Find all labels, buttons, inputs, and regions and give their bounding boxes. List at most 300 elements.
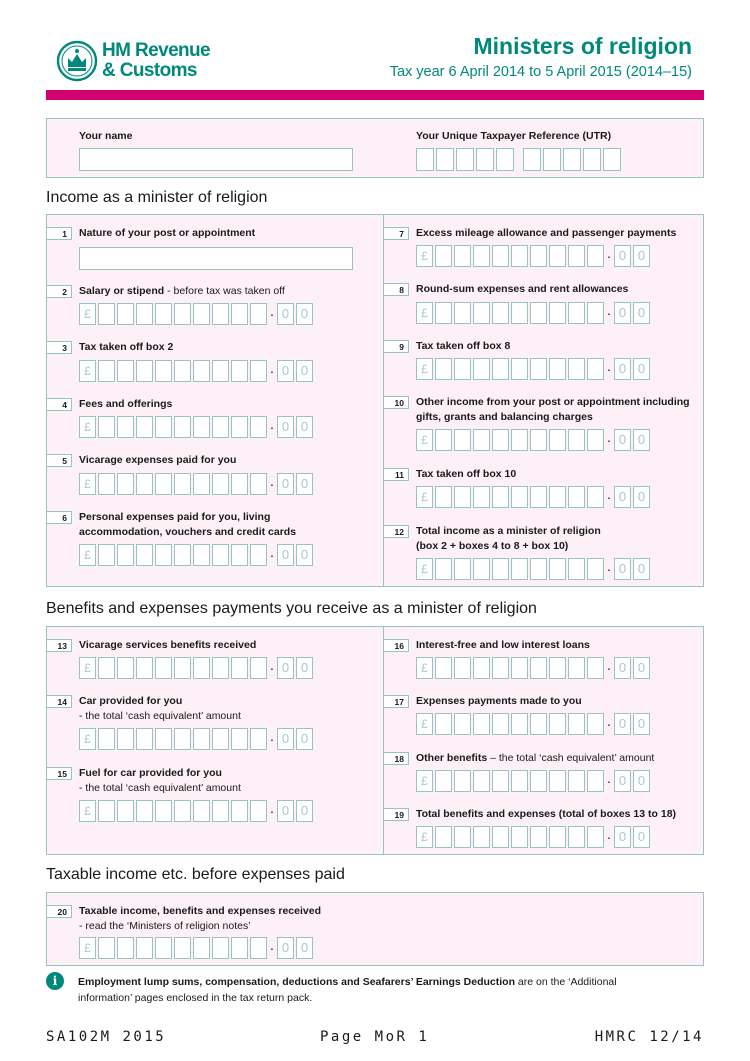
pound-sign-cell[interactable]: £ (416, 358, 433, 380)
digit-cell[interactable] (530, 770, 547, 792)
digit-cell[interactable] (435, 558, 452, 580)
pound-sign-cell[interactable]: £ (416, 429, 433, 451)
digit-cell[interactable] (587, 770, 604, 792)
digit-cell[interactable] (212, 360, 229, 382)
digit-cell[interactable] (492, 358, 509, 380)
digit-cell[interactable] (511, 558, 528, 580)
digit-cell[interactable] (155, 544, 172, 566)
pound-sign-cell[interactable]: £ (79, 728, 96, 750)
amount-input[interactable] (79, 416, 315, 440)
digit-cell[interactable] (136, 728, 153, 750)
decimal-point: · (606, 561, 612, 577)
pound-sign-cell[interactable]: £ (416, 657, 433, 679)
digit-cell[interactable] (250, 657, 267, 679)
info-icon: i (46, 972, 64, 990)
digit-cell[interactable] (117, 728, 134, 750)
digit-cell[interactable] (454, 245, 471, 267)
digit-cell[interactable] (435, 358, 452, 380)
digit-cell[interactable] (530, 657, 547, 679)
amount-input[interactable] (79, 728, 315, 752)
decimal-point: · (606, 432, 612, 448)
pence-cell: 0 (633, 245, 650, 267)
digit-cell[interactable] (250, 303, 267, 325)
digit-cell[interactable] (212, 473, 229, 495)
digit-cell[interactable] (136, 657, 153, 679)
decimal-point: · (606, 248, 612, 264)
digit-cell[interactable] (231, 937, 248, 959)
digit-cell[interactable] (587, 657, 604, 679)
amount-input[interactable] (79, 544, 315, 568)
digit-cell[interactable] (492, 713, 509, 735)
digit-cell[interactable] (492, 429, 509, 451)
digit-cell[interactable] (530, 302, 547, 324)
utr-label: Your Unique Taxpayer Reference (UTR) (416, 130, 612, 142)
identity-panel (46, 118, 704, 178)
pound-sign-cell[interactable]: £ (416, 826, 433, 848)
digit-cell[interactable] (473, 826, 490, 848)
pence-cell: 0 (296, 360, 313, 382)
digit-cell[interactable] (98, 937, 115, 959)
digit-cell[interactable] (511, 429, 528, 451)
digit-cell[interactable] (454, 770, 471, 792)
box-number: 15 (47, 767, 72, 780)
digit-cell[interactable] (435, 770, 452, 792)
taxable-panel (46, 892, 704, 966)
box-17-label: Expenses payments made to you (416, 695, 582, 707)
your-name-input[interactable] (79, 148, 353, 171)
digit-cell[interactable] (549, 826, 566, 848)
digit-cell[interactable] (473, 429, 490, 451)
header-rule (46, 90, 704, 100)
digit-cell[interactable] (98, 473, 115, 495)
box-9-label: Tax taken off box 8 (416, 340, 511, 352)
digit-cell[interactable] (174, 544, 191, 566)
form-code: SA102M 2015 (46, 1029, 167, 1045)
digit-cell[interactable] (435, 429, 452, 451)
digit-cell[interactable] (193, 416, 210, 438)
benefits-heading: Benefits and expenses payments you receive as a minister of religion (46, 600, 537, 617)
pence-cell: 0 (277, 544, 294, 566)
digit-cell[interactable] (511, 245, 528, 267)
utr-digit[interactable] (456, 148, 474, 171)
amount-input[interactable] (416, 713, 652, 737)
box-number: 11 (384, 468, 409, 481)
logo-line-1: HM Revenue (102, 40, 211, 61)
digit-cell[interactable] (530, 358, 547, 380)
digit-cell[interactable] (174, 800, 191, 822)
pence-cell: 0 (296, 473, 313, 495)
digit-cell[interactable] (193, 657, 210, 679)
digit-cell[interactable] (568, 486, 585, 508)
digit-cell[interactable] (549, 429, 566, 451)
digit-cell[interactable] (492, 486, 509, 508)
pence-cell: 0 (277, 800, 294, 822)
digit-cell[interactable] (98, 800, 115, 822)
decimal-point: · (269, 306, 275, 322)
digit-cell[interactable] (231, 473, 248, 495)
digit-cell[interactable] (473, 486, 490, 508)
pence-cell: 0 (633, 657, 650, 679)
digit-cell[interactable] (155, 303, 172, 325)
digit-cell[interactable] (511, 358, 528, 380)
pence-cell: 0 (296, 657, 313, 679)
pence-cell: 0 (277, 473, 294, 495)
amount-input[interactable] (416, 302, 652, 326)
digit-cell[interactable] (549, 770, 566, 792)
pound-sign-cell[interactable]: £ (416, 486, 433, 508)
pence-cell: 0 (614, 657, 631, 679)
decimal-point: · (269, 803, 275, 819)
digit-cell[interactable] (193, 937, 210, 959)
digit-cell[interactable] (568, 245, 585, 267)
utr-digit[interactable] (543, 148, 561, 171)
hmrc-logo (56, 40, 226, 84)
digit-cell[interactable] (549, 358, 566, 380)
box-16-label: Interest-free and low interest loans (416, 639, 590, 651)
digit-cell[interactable] (155, 800, 172, 822)
pound-sign-cell[interactable]: £ (79, 416, 96, 438)
digit-cell[interactable] (454, 713, 471, 735)
digit-cell[interactable] (136, 544, 153, 566)
digit-cell[interactable] (549, 713, 566, 735)
digit-cell[interactable] (212, 544, 229, 566)
decimal-point: · (269, 547, 275, 563)
digit-cell[interactable] (530, 245, 547, 267)
pound-sign-cell[interactable]: £ (416, 302, 433, 324)
amount-input[interactable] (416, 826, 652, 850)
pence-cell: 0 (296, 544, 313, 566)
digit-cell[interactable] (473, 657, 490, 679)
digit-cell[interactable] (98, 657, 115, 679)
digit-cell[interactable] (155, 416, 172, 438)
utr-digit[interactable] (603, 148, 621, 171)
digit-cell[interactable] (174, 937, 191, 959)
crown-crest-icon (56, 40, 98, 82)
pound-sign-cell[interactable]: £ (79, 303, 96, 325)
digit-cell[interactable] (136, 800, 153, 822)
digit-cell[interactable] (435, 713, 452, 735)
pound-sign-cell[interactable]: £ (416, 558, 433, 580)
digit-cell[interactable] (174, 360, 191, 382)
digit-cell[interactable] (231, 657, 248, 679)
digit-cell[interactable] (587, 429, 604, 451)
digit-cell[interactable] (530, 486, 547, 508)
amount-input[interactable] (416, 558, 652, 582)
digit-cell[interactable] (511, 302, 528, 324)
box-number: 5 (47, 454, 72, 467)
digit-cell[interactable] (231, 303, 248, 325)
digit-cell[interactable] (568, 770, 585, 792)
digit-cell[interactable] (511, 657, 528, 679)
digit-cell[interactable] (155, 728, 172, 750)
utr-digit[interactable] (436, 148, 454, 171)
decimal-point: · (269, 419, 275, 435)
digit-cell[interactable] (473, 358, 490, 380)
digit-cell[interactable] (174, 473, 191, 495)
digit-cell[interactable] (568, 826, 585, 848)
digit-cell[interactable] (435, 486, 452, 508)
digit-cell[interactable] (231, 728, 248, 750)
pound-sign-cell[interactable]: £ (79, 657, 96, 679)
digit-cell[interactable] (568, 657, 585, 679)
digit-cell[interactable] (193, 303, 210, 325)
digit-cell[interactable] (473, 302, 490, 324)
digit-cell[interactable] (98, 303, 115, 325)
pence-cell: 0 (277, 728, 294, 750)
amount-input[interactable] (416, 429, 652, 453)
pound-sign-cell[interactable]: £ (79, 800, 96, 822)
digit-cell[interactable] (530, 713, 547, 735)
utr-digit[interactable] (523, 148, 541, 171)
digit-cell[interactable] (492, 558, 509, 580)
amount-input[interactable] (416, 770, 652, 794)
decimal-point: · (269, 731, 275, 747)
digit-cell[interactable] (473, 558, 490, 580)
utr-input-group-1[interactable] (416, 148, 516, 171)
box-number: 7 (384, 227, 409, 240)
utr-input-group-2[interactable] (523, 148, 623, 171)
income-heading: Income as a minister of religion (46, 189, 268, 206)
box-number: 17 (384, 695, 409, 708)
digit-cell[interactable] (435, 826, 452, 848)
digit-cell[interactable] (212, 416, 229, 438)
digit-cell[interactable] (212, 728, 229, 750)
box-number: 10 (384, 396, 409, 409)
digit-cell[interactable] (136, 416, 153, 438)
box-number: 6 (47, 511, 72, 524)
digit-cell[interactable] (117, 544, 134, 566)
digit-cell[interactable] (117, 416, 134, 438)
box-8-label: Round-sum expenses and rent allowances (416, 283, 629, 295)
digit-cell[interactable] (568, 302, 585, 324)
digit-cell[interactable] (174, 657, 191, 679)
utr-digit[interactable] (583, 148, 601, 171)
digit-cell[interactable] (587, 713, 604, 735)
digit-cell[interactable] (454, 657, 471, 679)
digit-cell[interactable] (174, 416, 191, 438)
pence-cell: 0 (614, 826, 631, 848)
logo-line-2: & Customs (102, 60, 197, 81)
amount-input[interactable] (79, 473, 315, 497)
digit-cell[interactable] (435, 302, 452, 324)
amount-input[interactable] (416, 486, 652, 510)
pence-cell: 0 (633, 558, 650, 580)
digit-cell[interactable] (568, 358, 585, 380)
digit-cell[interactable] (530, 826, 547, 848)
digit-cell[interactable] (193, 544, 210, 566)
digit-cell[interactable] (98, 728, 115, 750)
digit-cell[interactable] (98, 544, 115, 566)
utr-digit[interactable] (416, 148, 434, 171)
taxable-heading: Taxable income etc. before expenses paid (46, 866, 345, 883)
digit-cell[interactable] (193, 360, 210, 382)
digit-cell[interactable] (568, 713, 585, 735)
utr-digit[interactable] (496, 148, 514, 171)
digit-cell[interactable] (250, 416, 267, 438)
digit-cell[interactable] (117, 303, 134, 325)
amount-input[interactable] (79, 800, 315, 824)
decimal-point: · (606, 773, 612, 789)
amount-input[interactable] (79, 360, 315, 384)
digit-cell[interactable] (587, 826, 604, 848)
digit-cell[interactable] (117, 800, 134, 822)
pound-sign-cell[interactable]: £ (79, 937, 96, 959)
benefits-panel (46, 626, 704, 855)
digit-cell[interactable] (174, 728, 191, 750)
digit-cell[interactable] (136, 937, 153, 959)
box-number: 14 (47, 695, 72, 708)
pound-sign-cell[interactable]: £ (416, 245, 433, 267)
digit-cell[interactable] (530, 429, 547, 451)
box-number: 9 (384, 340, 409, 353)
amount-input[interactable] (416, 358, 652, 382)
pence-cell: 0 (277, 416, 294, 438)
digit-cell[interactable] (492, 826, 509, 848)
digit-cell[interactable] (117, 937, 134, 959)
digit-cell[interactable] (587, 558, 604, 580)
digit-cell[interactable] (511, 486, 528, 508)
box-6-label: Personal expenses paid for you, living accommodation, vouchers and credit cards (79, 511, 297, 538)
amount-input[interactable] (416, 245, 652, 269)
digit-cell[interactable] (435, 657, 452, 679)
digit-cell[interactable] (587, 302, 604, 324)
box-15-label: Fuel for car provided for you - the total ‘cash equivalent’ amount (79, 767, 241, 794)
pound-sign-cell[interactable]: £ (79, 544, 96, 566)
box-7-label: Excess mileage allowance and passenger payments (416, 227, 677, 239)
digit-cell[interactable] (454, 358, 471, 380)
digit-cell[interactable] (511, 713, 528, 735)
digit-cell[interactable] (473, 713, 490, 735)
digit-cell[interactable] (511, 826, 528, 848)
digit-cell[interactable] (250, 544, 267, 566)
pence-cell: 0 (296, 937, 313, 959)
digit-cell[interactable] (212, 937, 229, 959)
digit-cell[interactable] (155, 657, 172, 679)
digit-cell[interactable] (231, 800, 248, 822)
digit-cell[interactable] (231, 544, 248, 566)
digit-cell[interactable] (492, 302, 509, 324)
digit-cell[interactable] (250, 473, 267, 495)
digit-cell[interactable] (568, 429, 585, 451)
digit-cell[interactable] (212, 303, 229, 325)
digit-cell[interactable] (568, 558, 585, 580)
digit-cell[interactable] (117, 473, 134, 495)
digit-cell[interactable] (492, 770, 509, 792)
decimal-point: · (269, 660, 275, 676)
digit-cell[interactable] (231, 416, 248, 438)
digit-cell[interactable] (136, 360, 153, 382)
digit-cell[interactable] (136, 473, 153, 495)
digit-cell[interactable] (587, 245, 604, 267)
digit-cell[interactable] (492, 657, 509, 679)
digit-cell[interactable] (435, 245, 452, 267)
digit-cell[interactable] (454, 486, 471, 508)
digit-cell[interactable] (117, 657, 134, 679)
box-number: 4 (47, 398, 72, 411)
digit-cell[interactable] (212, 657, 229, 679)
digit-cell[interactable] (193, 800, 210, 822)
pence-cell: 0 (296, 416, 313, 438)
digit-cell[interactable] (454, 429, 471, 451)
digit-cell[interactable] (250, 728, 267, 750)
pence-cell: 0 (633, 429, 650, 451)
digit-cell[interactable] (117, 360, 134, 382)
digit-cell[interactable] (549, 302, 566, 324)
utr-digit[interactable] (563, 148, 581, 171)
digit-cell[interactable] (193, 728, 210, 750)
box-number: 1 (47, 227, 72, 240)
digit-cell[interactable] (155, 360, 172, 382)
digit-cell[interactable] (587, 358, 604, 380)
pound-sign-cell[interactable]: £ (79, 473, 96, 495)
digit-cell[interactable] (549, 245, 566, 267)
box-2-label: Salary or stipend - before tax was taken off (79, 285, 285, 297)
digit-cell[interactable] (155, 937, 172, 959)
digit-cell[interactable] (454, 558, 471, 580)
digit-cell[interactable] (549, 558, 566, 580)
decimal-point: · (606, 660, 612, 676)
digit-cell[interactable] (174, 303, 191, 325)
decimal-point: · (269, 476, 275, 492)
digit-cell[interactable] (492, 245, 509, 267)
pound-sign-cell[interactable]: £ (416, 770, 433, 792)
pence-cell: 0 (277, 937, 294, 959)
digit-cell[interactable] (98, 360, 115, 382)
box-number: 19 (384, 808, 409, 821)
digit-cell[interactable] (250, 800, 267, 822)
pence-cell: 0 (296, 728, 313, 750)
digit-cell[interactable] (136, 303, 153, 325)
pence-cell: 0 (614, 429, 631, 451)
box-19-label: Total benefits and expenses (total of boxes 13 to 18) (416, 808, 677, 820)
digit-cell[interactable] (549, 486, 566, 508)
digit-cell[interactable] (587, 486, 604, 508)
digit-cell[interactable] (454, 302, 471, 324)
pence-cell: 0 (614, 245, 631, 267)
pound-sign-cell[interactable]: £ (79, 360, 96, 382)
digit-cell[interactable] (473, 770, 490, 792)
amount-input[interactable] (416, 657, 652, 681)
box-12-label: Total income as a minister of religion (box 2 + boxes 4 to 8 + box 10) (416, 525, 601, 552)
digit-cell[interactable] (193, 473, 210, 495)
digit-cell[interactable] (250, 937, 267, 959)
amount-input[interactable] (79, 657, 315, 681)
digit-cell[interactable] (473, 245, 490, 267)
pence-cell: 0 (614, 358, 631, 380)
digit-cell[interactable] (549, 657, 566, 679)
box-number: 20 (47, 905, 72, 918)
digit-cell[interactable] (511, 770, 528, 792)
amount-input[interactable] (79, 303, 315, 327)
digit-cell[interactable] (212, 800, 229, 822)
page-number: Page MoR 1 (320, 1029, 430, 1045)
digit-cell[interactable] (155, 473, 172, 495)
pence-cell: 0 (633, 770, 650, 792)
digit-cell[interactable] (231, 360, 248, 382)
pence-cell: 0 (614, 302, 631, 324)
digit-cell[interactable] (250, 360, 267, 382)
pence-cell: 0 (614, 713, 631, 735)
post-appointment-input[interactable] (79, 247, 353, 270)
amount-input[interactable] (79, 937, 315, 961)
digit-cell[interactable] (530, 558, 547, 580)
utr-digit[interactable] (476, 148, 494, 171)
pound-sign-cell[interactable]: £ (416, 713, 433, 735)
box-3-label: Tax taken off box 2 (79, 341, 174, 353)
digit-cell[interactable] (98, 416, 115, 438)
digit-cell[interactable] (454, 826, 471, 848)
box-5-label: Vicarage expenses paid for you (79, 454, 237, 466)
